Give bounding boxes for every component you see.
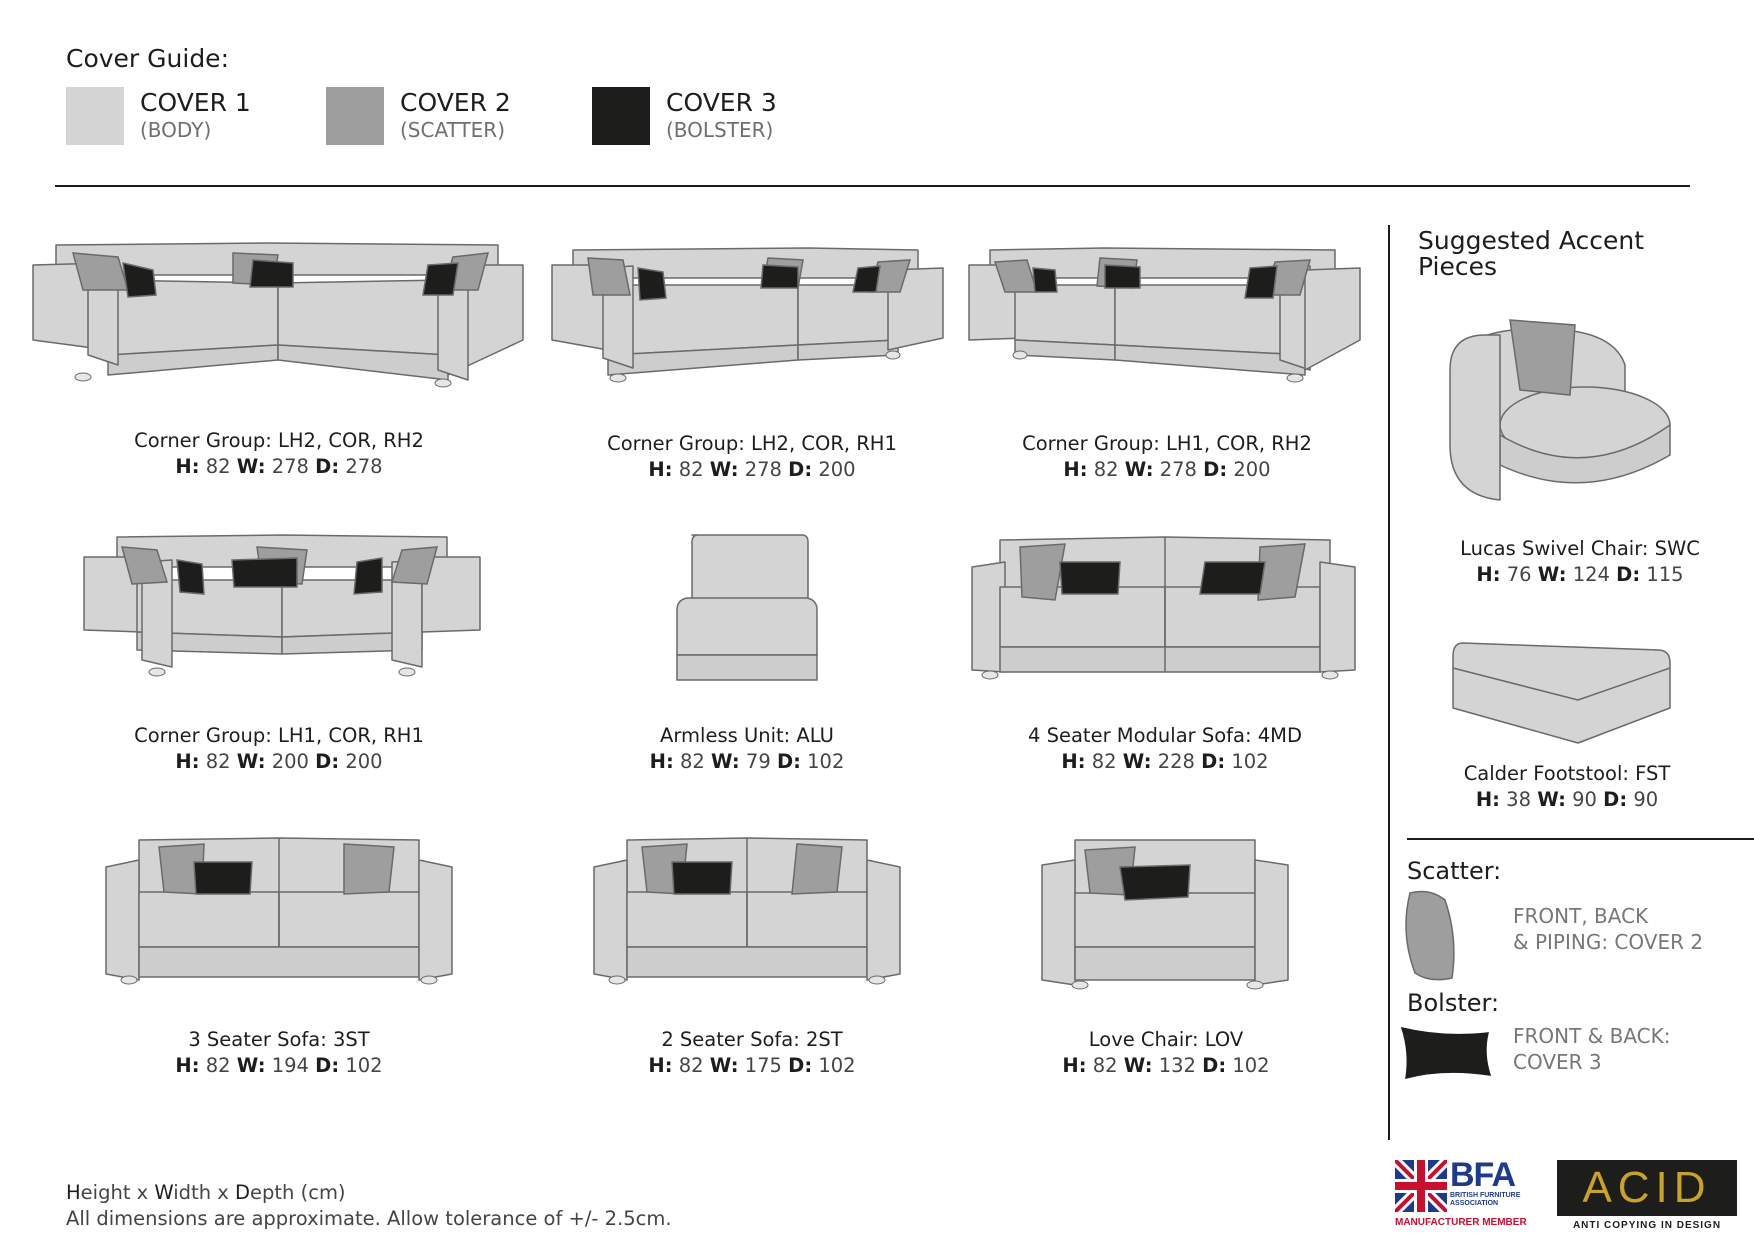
tolerance-note: All dimensions are approximate. Allow tolerance of +/- 2.5cm. — [66, 1207, 672, 1230]
product-name: Corner Group: LH1, COR, RH1 — [134, 724, 424, 747]
bolster-note-line2: COVER 3 — [1513, 1050, 1602, 1074]
accent-dims: H: 38 W: 90 D: 90 — [1475, 788, 1659, 811]
cover-1-swatch — [66, 87, 124, 145]
acid-logo — [1557, 1160, 1737, 1236]
product-dims: H: 82 W: 79 D: 102 — [649, 750, 845, 773]
accent-name: Lucas Swivel Chair: SWC — [1460, 537, 1700, 560]
product-dims: H: 82 W: 278 D: 200 — [648, 458, 856, 481]
accent-dims: H: 76 W: 124 D: 115 — [1476, 563, 1684, 586]
product-card — [552, 431, 952, 483]
accent-card — [1397, 761, 1737, 813]
acid-logo-tag: ANTI COPYING IN DESIGN — [1572, 1220, 1722, 1231]
bfa-logo-tag: MANUFACTURER MEMBER — [1395, 1217, 1527, 1228]
product-name: Love Chair: LOV — [1088, 1028, 1244, 1051]
bfa-logo-text: BFA — [1450, 1156, 1515, 1194]
union-flag-icon — [1395, 1160, 1447, 1212]
corner-group-lh1-cor-rh1-illustration — [82, 532, 482, 682]
product-dims: H: 82 W: 175 D: 102 — [648, 1054, 856, 1077]
product-name: Corner Group: LH1, COR, RH2 — [1022, 432, 1312, 455]
product-name: 2 Seater Sofa: 2ST — [661, 1028, 843, 1051]
product-card — [966, 1027, 1366, 1079]
side-divider — [1388, 225, 1390, 1140]
two-seater-sofa-illustration — [592, 832, 902, 987]
product-dims: H: 82 W: 200 D: 200 — [175, 750, 383, 773]
scatter-title: Scatter: — [1407, 857, 1502, 885]
product-card — [552, 1027, 952, 1079]
product-dims: H: 82 W: 194 D: 102 — [175, 1054, 383, 1077]
product-card — [547, 723, 947, 775]
swivel-chair-illustration — [1445, 315, 1675, 510]
scatter-note — [1513, 903, 1703, 955]
product-card — [965, 723, 1365, 775]
bolster-cushion-illustration — [1398, 1023, 1493, 1083]
cover-3-label: COVER 3 — [666, 88, 777, 117]
acid-logo-text: ACID — [1582, 1163, 1712, 1212]
bfa-logo-sub: BRITISH FURNITURE ASSOCIATION — [1450, 1192, 1521, 1207]
corner-group-lh2-cor-rh1-illustration — [548, 240, 948, 390]
product-name: Corner Group: LH2, COR, RH1 — [607, 432, 897, 455]
scatter-note-line1: FRONT, BACK — [1513, 904, 1649, 928]
cover-1-sub: (BODY) — [140, 118, 212, 142]
product-name: Armless Unit: ALU — [660, 724, 834, 747]
accent-card — [1410, 536, 1750, 588]
accent-section-title: Suggested Accent Pieces — [1418, 226, 1645, 281]
accent-divider — [1407, 838, 1754, 840]
product-dims: H: 82 W: 228 D: 102 — [1061, 750, 1269, 773]
product-dims: H: 82 W: 278 D: 200 — [1063, 458, 1271, 481]
cover-1-label: COVER 1 — [140, 88, 251, 117]
cover-2-swatch — [326, 87, 384, 145]
scatter-note-line2: & PIPING: COVER 2 — [1513, 930, 1704, 954]
cover-2-label: COVER 2 — [400, 88, 511, 117]
corner-group-lh1-cor-rh2-illustration — [965, 240, 1365, 390]
love-chair-illustration — [1040, 835, 1290, 990]
product-card — [79, 1027, 479, 1079]
armless-unit-illustration — [672, 530, 822, 685]
product-card — [79, 428, 479, 480]
cover-3-swatch — [592, 87, 650, 145]
scatter-cushion-illustration — [1400, 888, 1460, 983]
product-name: 3 Seater Sofa: 3ST — [188, 1028, 370, 1051]
cover-guide-title: Cover Guide: — [66, 44, 229, 73]
top-divider — [55, 185, 1690, 187]
product-card — [967, 431, 1367, 483]
bfa-logo — [1395, 1156, 1527, 1235]
accent-name: Calder Footstool: FST — [1463, 762, 1671, 785]
product-dims: H: 82 W: 132 D: 102 — [1062, 1054, 1270, 1077]
corner-group-lh2-cor-rh2-illustration — [28, 235, 530, 390]
four-seater-modular-illustration — [970, 532, 1360, 682]
footstool-illustration — [1448, 638, 1673, 748]
three-seater-sofa-illustration — [104, 832, 454, 987]
cover-2-sub: (SCATTER) — [400, 118, 506, 142]
bolster-note — [1513, 1023, 1671, 1075]
bolster-note-line1: FRONT & BACK: — [1513, 1024, 1671, 1048]
product-name: 4 Seater Modular Sofa: 4MD — [1028, 724, 1302, 747]
dimensions-legend: Height x Width x Depth (cm) — [66, 1181, 346, 1204]
bolster-title: Bolster: — [1407, 989, 1500, 1017]
cover-3-sub: (BOLSTER) — [666, 118, 774, 142]
product-name: Corner Group: LH2, COR, RH2 — [134, 429, 424, 452]
product-dims: H: 82 W: 278 D: 278 — [175, 455, 383, 478]
product-card — [79, 723, 479, 775]
